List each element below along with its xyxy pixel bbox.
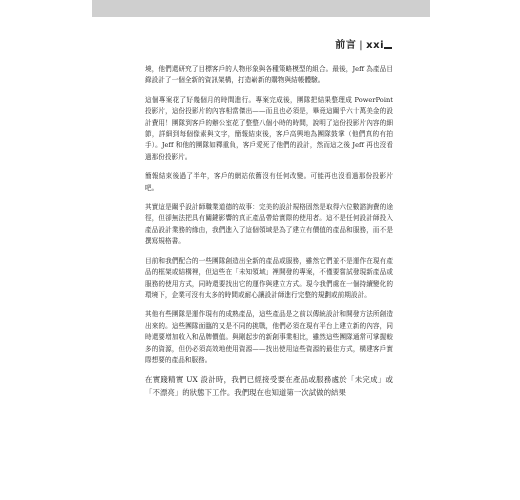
paragraph: 這個專案花了好幾個月的時間進行。專案完成後，團隊把結果整理成 PowerPoint 投影片，這份投影片的內容相當傑出——而且也必須是，畢竟這關乎六十萬美金的設計費用！團隊到客戶的辦公室花了整整八個小時的時間，說明了這份投影片內容的細節，詳細到每個像素與文字，簡報結束後，客戶高興地為團隊鼓掌（他們真的有拍手）。Jeff 和他的團隊如釋重負，客戶愛死了他們的設計，然而這之後 Jeff 再也沒看過那份投影片。 [145,95,393,161]
paragraph: 簡報結束後過了半年，客戶的網站依舊沒有任何改變。可能再也沒看過那份投影片吧。 [145,172,393,192]
top-gray-bar [92,0,430,17]
paragraph: 目前和我們配合的一些團隊創造出全新的產品或服務，雖然它們並不是運作在現有產品的框架或結構裡，但這些在「未知領域」裡開發的專案，不僅要嘗試發現新產品或服務的使用方式，同時還要找出它的運作與建立方式。現今我們處在一個持續變化的環境下，企業可沒有太多的時間或耐心讓設計師進行完整的規劃或前期設計。 [145,256,393,299]
header-underline-mark [384,47,392,49]
body-text [145,64,393,408]
paragraph: 境，他們還研究了目標客戶的人物形象與各種策略模型的組合。最後，Jeff 為產品目錄設計了一個全新的資訊架構，打造嶄新的購物與結帳體驗。 [145,65,393,85]
paragraph: 其實這是關乎設計師職業道德的故事：完美的設計規格固然是取得六位數諮詢費的途徑，但卻無法把具有關鍵影響的真正產品帶給實際的使用者。這不是任何設計師投入產品設計業務的緣由，我們進入了這個領域是為了建立有價值的產品和服務，而不是撰寫規格書。 [145,203,393,246]
running-header [335,36,384,51]
paragraph: 其他有些團隊是運作現有的成熟產品，這些產品是之前以傳統設計和開發方法所創造出來的。這些團隊面臨的又是不同的挑戰，他們必須在現有平台上建立新的內容，同時還要增加收入和品牌價值。與剛起步的新創事業相比，雖然這些團隊通常可掌握較多的資源，但仍必須高效地使用資源——找出使用這些資源的最佳方式，構建客戶實際想要的產品和服務。 [145,310,393,364]
section-title: 前言 [335,40,357,51]
header-separator: | [359,40,364,51]
page-number: xxi [366,40,384,51]
paragraph: 在實踐精實 UX 設計時，我們已經接受要在產品或服務處於「未完成」或「不漂亮」的狀態下工作。我們現在也知道第一次試做的結果 [145,375,393,397]
